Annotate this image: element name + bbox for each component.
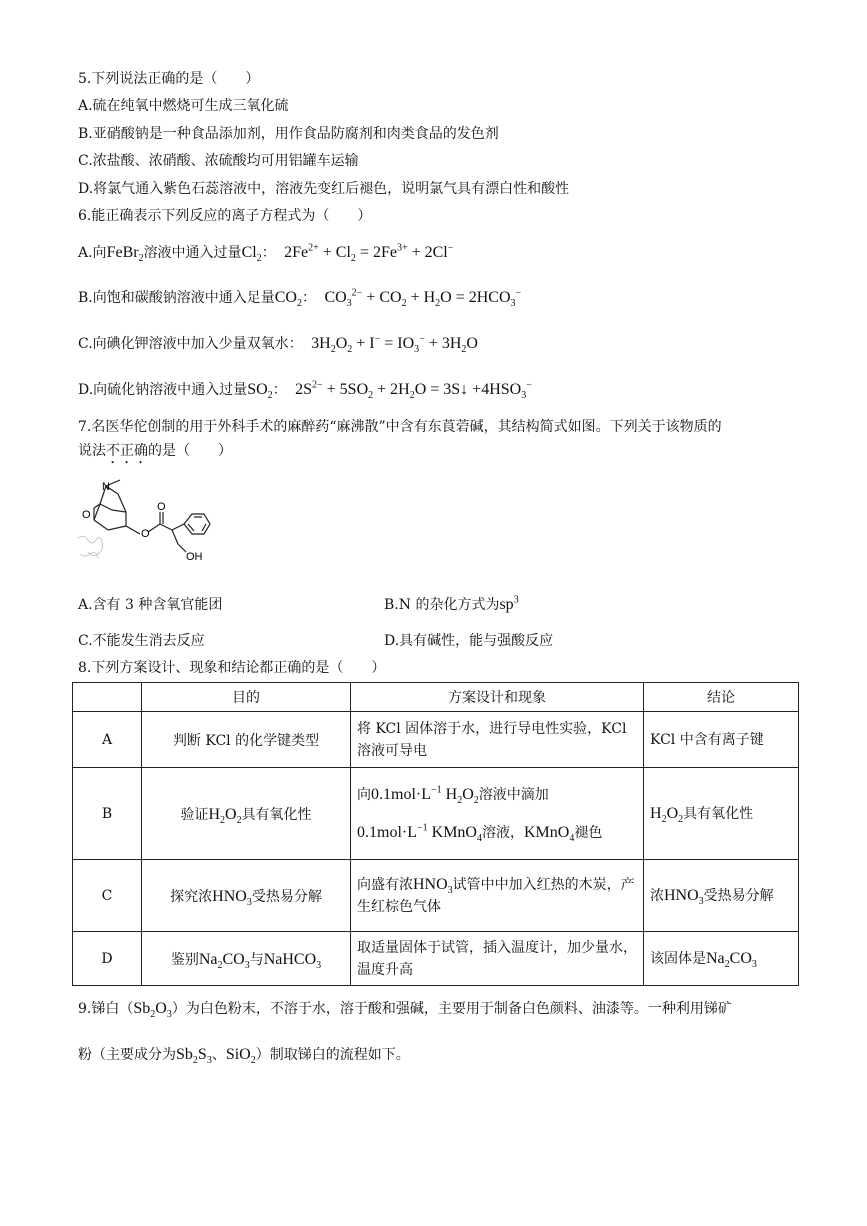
q5-option-c: C.浓盐酸、浓硝酸、浓硫酸均可用铝罐车运输 xyxy=(78,153,359,169)
q9-line1: 9.锑白$(Sb_2O_3)$为白色粉末，不溶于水，溶于酸和强碱，主要用于制备白色颜料、油漆等。一种利用锑矿 xyxy=(78,1000,732,1021)
row-conclusion: KCl 中含有离子键 xyxy=(644,712,799,768)
row-plan: 取适量固体于试管，插入温度计，加少量水，温度升高 xyxy=(351,932,644,986)
row-conclusion: 该固体是$Na_2CO_3$ xyxy=(644,932,799,986)
atom-oh: OH xyxy=(186,551,203,563)
q7-stem-line2: 说法不正确的是（ ） xyxy=(78,443,232,459)
row-conclusion: 浓$HNO_3$受热易分解 xyxy=(644,860,799,932)
q5-option-b: B.亚硝酸钠是一种食品添加剂，用作食品防腐剂和肉类食品的发色剂 xyxy=(78,126,499,142)
row-goal: 探究浓$HNO_3$受热易分解 xyxy=(142,860,351,932)
scopolamine-structure xyxy=(78,474,228,574)
q6-option-b: B.向饱和碳酸钠溶液中通入足量$CO_2$： $CO_3^{2-} + CO_2 + H_2O = 2HCO_3^-$ xyxy=(78,287,522,310)
q7-option-d: D.具有碱性，能与强酸反应 xyxy=(384,633,554,649)
table-row xyxy=(73,932,799,986)
q6-option-a: A.向FeBr$_2$溶液中通入过量$Cl_2$： $2Fe^{2+} + Cl_2 = 2Fe^{3+} + 2Cl^-$ xyxy=(78,242,454,265)
q7-option-b: B.N 的杂化方式为$sp^3$ xyxy=(384,594,519,613)
row-plan: 将 KCl 固体溶于水，进行导电性实验，KCl 溶液可导电 xyxy=(351,712,644,768)
q8-stem: 8.下列方案设计、现象和结论都正确的是（ ） xyxy=(78,660,386,676)
row-label: C xyxy=(73,860,142,932)
q7-option-c: C.不能发生消去反应 xyxy=(78,633,205,649)
q5-option-d: D.将氯气通入紫色石蕊溶液中，溶液先变红后褪色，说明氯气具有漂白性和酸性 xyxy=(78,181,570,197)
table-header: 结论 xyxy=(644,683,799,712)
table-header xyxy=(73,683,142,712)
emphasis-dots: 不正确 xyxy=(106,443,148,459)
q5-stem: 5.下列说法正确的是（ ） xyxy=(78,71,260,87)
row-goal: 判断 KCl 的化学键类型 xyxy=(142,712,351,768)
row-plan: 向盛有浓$HNO_3$试管中中加入红热的木炭，产生红棕色气体 xyxy=(351,860,644,932)
row-label: B xyxy=(73,768,142,860)
q6-option-c: C.向碘化钾溶液中加入少量双氧水： $3H_2O_2 + I^- = IO_3^- + 3H_2O$ xyxy=(78,333,478,356)
table-row xyxy=(73,768,799,860)
table-header-row xyxy=(73,683,799,712)
q9-line2: 粉（主要成分为$Sb_2S_3$、SiO$_2$）制取锑白的流程如下。 xyxy=(78,1046,410,1067)
atom-o-ester: O xyxy=(141,528,150,540)
q6-option-d: D.向硫化钠溶液中通入过量$SO_2$： $2S^{2-} + 5SO_2 + 2H_2O$ = 3S↓ $+4HSO_3^-$ xyxy=(78,379,532,402)
row-plan: 向$0.1mol\cdot L^{-1}$ $H_2O_2$溶液中滴加 $0.1mol\cdot L^{-1}$ KMnO$_4$溶液，KMnO$_4$褪色 xyxy=(351,768,644,860)
q7-stem-line1: 7.名医华佗创制的用于外科手术的麻醉药“麻沸散”中含有东莨菪碱，其结构简式如图。下列关于该物质的 xyxy=(78,419,722,435)
q5-option-a: A.硫在纯氧中燃烧可生成三氧化硫 xyxy=(78,98,289,114)
row-conclusion: $H_2O_2$具有氧化性 xyxy=(644,768,799,860)
row-label: A xyxy=(73,712,142,768)
q7-option-a: A.含有 3 种含氧官能团 xyxy=(78,597,223,613)
row-goal: 鉴别$Na_2CO_3$与NaHCO$_3$ xyxy=(142,932,351,986)
table-row xyxy=(73,712,799,768)
scan-artifact xyxy=(78,536,103,558)
q8-table xyxy=(72,682,799,986)
table-header: 目的 xyxy=(142,683,351,712)
atom-n: N xyxy=(102,481,110,493)
atom-o-epoxide: O xyxy=(82,509,91,521)
row-goal: 验证$H_2O_2$具有氧化性 xyxy=(142,768,351,860)
table-row xyxy=(73,860,799,932)
atom-o-carbonyl: O xyxy=(157,501,166,513)
q6-stem: 6.能正确表示下列反应的离子方程式为（ ） xyxy=(78,208,372,224)
row-label: D xyxy=(73,932,142,986)
table-header: 方案设计和现象 xyxy=(351,683,644,712)
